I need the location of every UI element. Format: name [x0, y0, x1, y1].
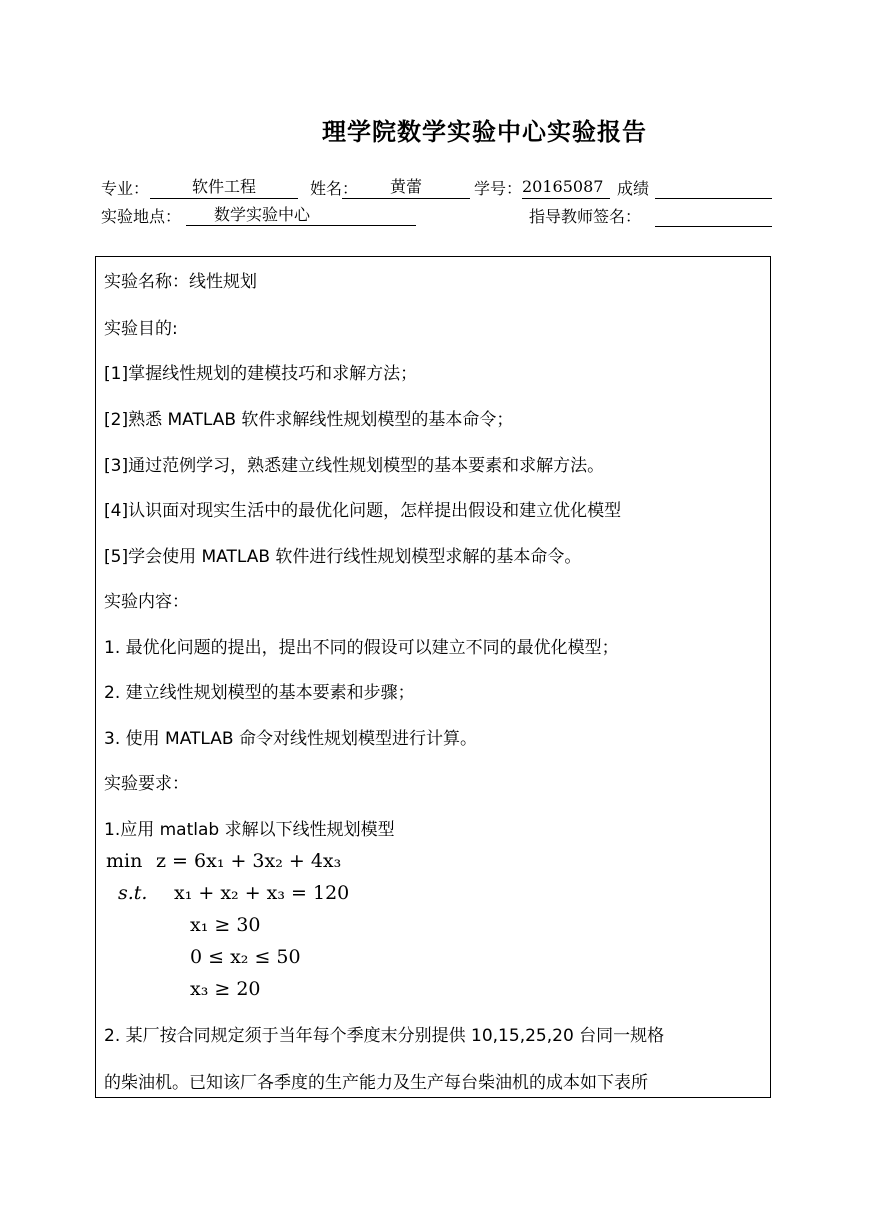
location-label: 实验地点：: [101, 207, 182, 226]
major-field[interactable]: 软件工程: [150, 176, 298, 199]
page-title: 理学院数学实验中心实验报告: [322, 118, 647, 146]
content-heading: 实验内容：: [104, 592, 189, 612]
objective-2: [2]熟悉 MATLAB 软件求解线性规划模型的基本命令；: [104, 410, 514, 430]
problem-2-line-1: 2. 某厂按合同规定须于当年每个季度末分别提供 10,15,25,20 台同一规格: [104, 1026, 665, 1046]
model-constraint-2: x₁ ≥ 30: [190, 914, 261, 936]
content-item-1: 1. 最优化问题的提出，提出不同的假设可以建立不同的最优化模型；: [104, 638, 619, 658]
model-objective: z = 6x₁ + 3x₂ + 4x₃: [156, 850, 342, 872]
objective-3: [3]通过范例学习，熟悉建立线性规划模型的基本要素和求解方法。: [104, 456, 605, 476]
requirement-1: 1.应用 matlab 求解以下线性规划模型: [104, 820, 395, 840]
problem-2-line-2: 的柴油机。已知该厂各季度的生产能力及生产每台柴油机的成本如下表所: [104, 1073, 648, 1093]
student-id-field[interactable]: 20165087: [522, 176, 610, 199]
content-item-2: 2. 建立线性规划模型的基本要素和步骤；: [104, 683, 415, 703]
requirements-heading: 实验要求：: [104, 774, 189, 794]
objective-1: [1]掌握线性规划的建模技巧和求解方法；: [104, 364, 418, 384]
model-constraint-4: x₃ ≥ 20: [190, 978, 261, 1000]
model-st: s.t.: [118, 882, 148, 904]
name-label: 姓名：: [310, 179, 359, 198]
major-label: 专业：: [101, 179, 150, 198]
model-constraint-1: x₁ + x₂ + x₃ = 120: [174, 882, 350, 904]
content-item-3: 3. 使用 MATLAB 命令对线性规划模型进行计算。: [104, 729, 477, 749]
objective-5: [5]学会使用 MATLAB 软件进行线性规划模型求解的基本命令。: [104, 547, 582, 567]
objective-4: [4]认识面对现实生活中的最优化问题，怎样提出假设和建立优化模型: [104, 501, 622, 521]
experiment-name: 实验名称：线性规划: [104, 272, 257, 292]
objectives-heading: 实验目的:: [104, 319, 178, 339]
grade-field[interactable]: [655, 176, 772, 199]
student-id-label: 学号：: [474, 179, 523, 198]
report-content-box: [95, 256, 771, 1098]
model-constraint-3: 0 ≤ x₂ ≤ 50: [190, 946, 301, 968]
model-min: min: [106, 850, 143, 872]
teacher-signature-field[interactable]: [655, 204, 772, 227]
teacher-signature-label: 指导教师签名：: [529, 207, 642, 226]
name-field[interactable]: 黄蕾: [342, 176, 470, 199]
location-field[interactable]: 数学实验中心: [186, 204, 416, 226]
grade-label: 成绩: [617, 179, 650, 198]
